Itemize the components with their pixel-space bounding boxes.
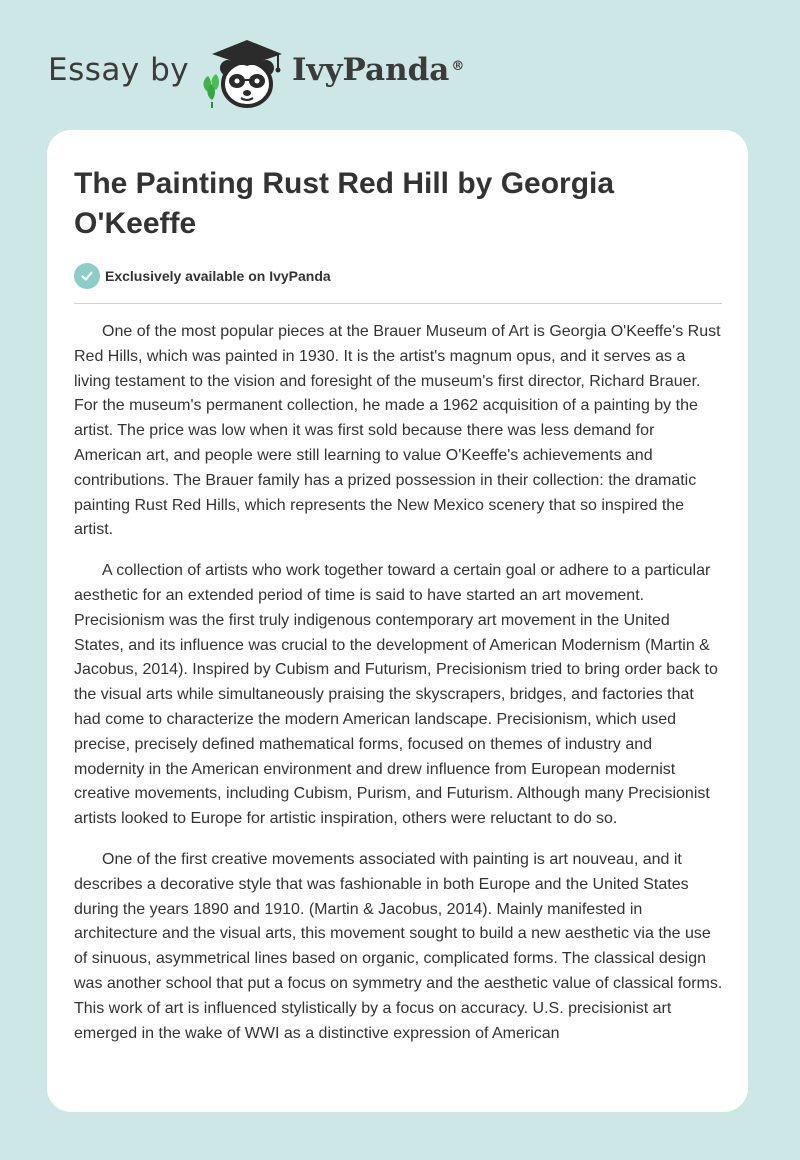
ivy-leaf-icon bbox=[204, 74, 220, 108]
panda-graduate-icon[interactable] bbox=[200, 34, 292, 110]
site-header bbox=[0, 0, 800, 130]
brand-text: IvyPanda bbox=[292, 52, 450, 88]
check-icon bbox=[74, 263, 100, 289]
exclusive-badge bbox=[74, 263, 331, 289]
essay-by-label: Essay by bbox=[48, 52, 190, 88]
essay-title: The Painting Rust Red Hill by Georgia O'Keeffe bbox=[74, 167, 615, 240]
paragraph: One of the most popular pieces at the Brauer Museum of Art is Georgia O'Keeffe's Rust Red Hills, which was painted in 1930. It is the artist's magnum opus, and it serves as a living testament to the vision and foresight of the museum's first director, Richard Brauer. For the museum's permanent collection, he made a 1962 acquisition of a painting by the artist. The price was low when it was first sold because there was less demand for American art, and people were still learning to value O'Keeffe's achievements and contributions. The Brauer family has a prized possession in their collection: the dramatic painting Rust Red Hills, which represents the New Mexico scenery that so inspired the artist. bbox=[74, 323, 721, 539]
essay-card bbox=[47, 130, 748, 1112]
badge-label: Exclusively available on IvyPanda bbox=[105, 268, 331, 284]
registered-mark: ® bbox=[451, 59, 465, 74]
essay-body bbox=[74, 320, 724, 1062]
paragraph: One of the first creative movements associated with painting is art nouveau, and it describes a decorative style that was fashionable in both Europe and the United States during the years 1890 and 1910. (Martin & Jacobus, 2014). Mainly manifested in architecture and the visual arts, this movement sought to build a new aesthetic via the use of sinuous, asymmetrical lines based on organic, complicated forms. The classical design was another school that put a focus on symmetry and the aesthetic value of classical forms. This work of art is influenced stylistically by a focus on accuracy. U.S. precisionist art emerged in the wake of WWI as a distinctive expression of American bbox=[74, 850, 723, 1042]
divider bbox=[74, 303, 722, 304]
brand-name[interactable] bbox=[292, 50, 464, 90]
paragraph: A collection of artists who work together toward a certain goal or adhere to a particular aesthetic for an extended period of time is said to have started an art movement. Precisionism was the first truly indigenous contemporary art movement in the United States, and its influence was crucial to the development of American Modernism (Martin & Jacobus, 2014). Inspired by Cubism and Futurism, Precisionism tried to bring order back to the visual arts while simultaneously praising the skyscrapers, bridges, and factories that had come to characterize the modern American landscape. Precisionism, which used precise, precisely defined mathematical forms, focused on themes of industry and modernity in the American environment and drew influence from European modernist creative movements, including Cubism, Purism, and Futurism. Although many Precisionist artists looked to Europe for artistic inspiration, others were reluctant to do so. bbox=[74, 562, 718, 828]
